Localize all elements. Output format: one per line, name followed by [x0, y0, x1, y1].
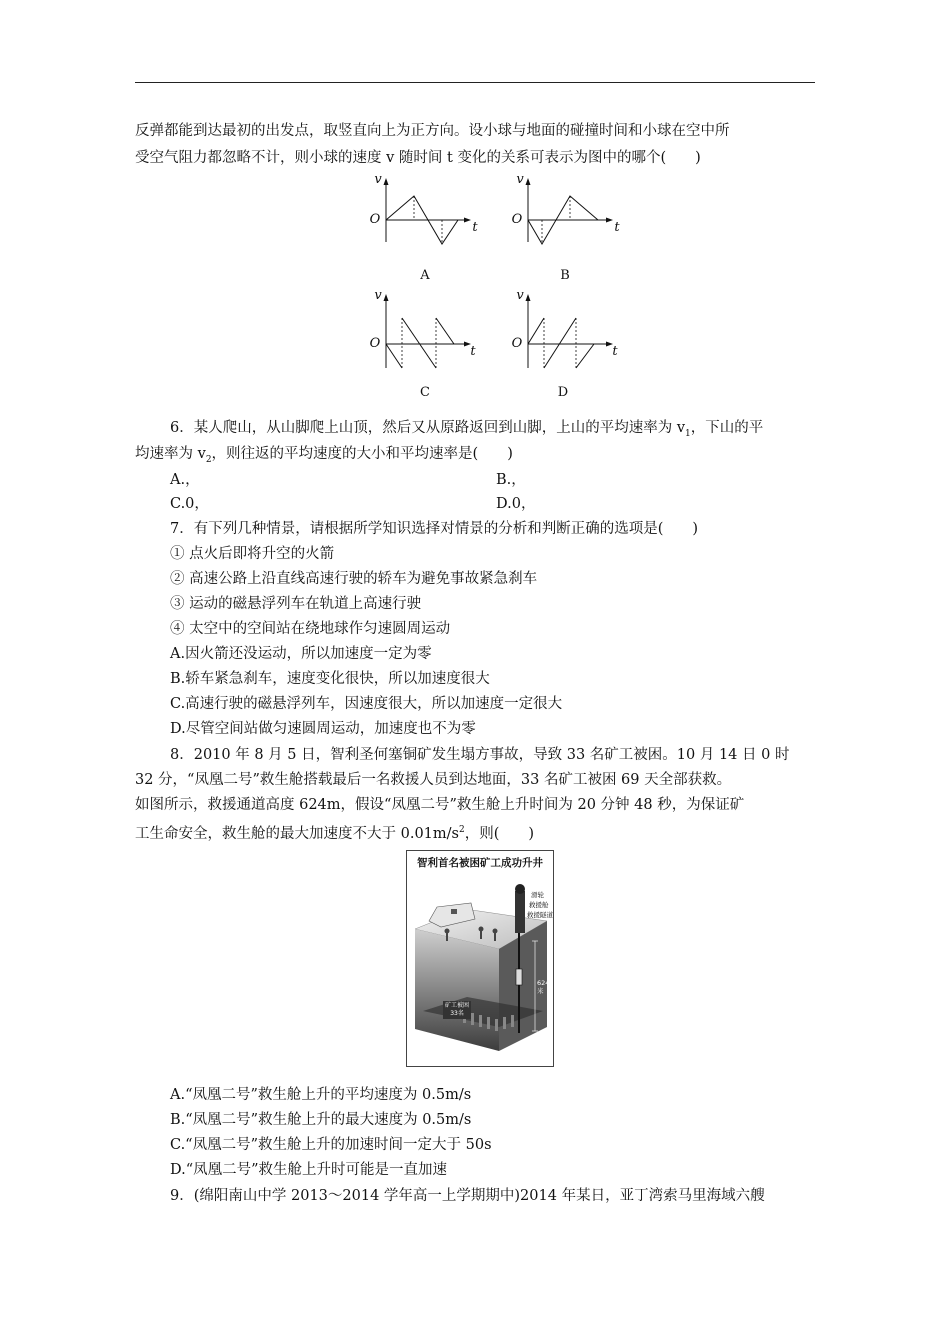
q6-option-d: D.0，: [496, 496, 536, 512]
q9-line-1: 9．(绵阳南山中学 2013～2014 学年高一上学期期中)2014 年某日，亚丁湾索马里海域六艘: [170, 1188, 765, 1204]
graph-d-label: D: [557, 385, 569, 400]
graph-b-origin: O: [511, 212, 523, 227]
q6-line-2-tail: ，则往返的平均速度的大小和平均速率是( ): [211, 446, 513, 462]
q8-option-b: B.“凤凰二号”救生舱上升的最大速度为 0.5m/s: [170, 1112, 472, 1128]
tag-miners-line-2: 33名: [450, 1010, 464, 1017]
tag-depth: 624米: [537, 979, 550, 995]
q6-v1-subscript: 1: [685, 428, 691, 439]
q8-line-4-text: 工生命安全，救生舱的最大加速度不大于 0.01m/s: [135, 825, 459, 842]
rescue-figure: [406, 850, 554, 1067]
graph-b-label: B: [560, 268, 570, 283]
q6-line-2: [135, 444, 825, 470]
q7-option-d: D.尽管空间站做匀速圆周运动，加速度也不为零: [170, 721, 476, 737]
q7-option-a: A.因火箭还没运动，所以加速度一定为零: [170, 646, 432, 662]
graph-c-t-label: t: [470, 344, 476, 359]
tag-tunnel: 救援隧道: [527, 911, 553, 919]
graph-d-v-label: v: [516, 288, 524, 303]
graph-d-origin: O: [511, 336, 523, 351]
q7-item-3: ③ 运动的磁悬浮列车在轨道上高速行驶: [170, 596, 422, 612]
graph-c-label: C: [420, 385, 430, 400]
q6-line-1: [170, 418, 860, 444]
tag-pulley: 滑轮: [531, 891, 544, 899]
q7-item-4: ④ 太空中的空间站在绕地球作匀速圆周运动: [170, 621, 451, 637]
graph-d-t-label: t: [612, 344, 618, 359]
q8-line-2: 32 分，“凤凰二号”救生舱搭载最后一名救援人员到达地面，33 名矿工被困 69 天全部获救。: [135, 772, 732, 788]
tag-capsule: 救援舱: [529, 901, 549, 909]
q8-option-a: A.“凤凰二号”救生舱上升的平均速度为 0.5m/s: [170, 1087, 472, 1103]
q7-stem: 7．有下列几种情景，请根据所学知识选择对情景的分析和判断正确的选项是( ): [170, 521, 699, 537]
q6-line-1-text: 6．某人爬山，从山脚爬上山顶，然后又从原路返回到山脚，上山的平均速率为 v: [170, 420, 686, 436]
q8-exponent: 2: [458, 825, 465, 835]
header-rule: [135, 82, 815, 83]
q6-option-c: C.0，: [170, 496, 209, 512]
graph-a-origin: O: [369, 212, 381, 227]
q6-line-1-tail: ，下山的平: [690, 420, 764, 436]
q8-option-c: C.“凤凰二号”救生舱上升的加速时间一定大于 50s: [170, 1137, 492, 1153]
q7-option-b: B.轿车紧急刹车，速度变化很快，所以加速度很大: [170, 671, 490, 687]
graph-d: [510, 288, 620, 400]
q8-line-4-tail: ，则( ): [464, 825, 535, 842]
q8-option-d: D.“凤凰二号”救生舱上升时可能是一直加速: [170, 1162, 448, 1178]
graph-b-v-label: v: [516, 172, 524, 187]
figure-title: 智利首名被困矿工成功升井: [417, 857, 543, 869]
q8-line-4: [135, 820, 825, 844]
graph-c-v-label: v: [374, 288, 382, 303]
tag-miners: [443, 1001, 471, 1019]
q6-option-b: B.，: [496, 472, 526, 488]
graph-c: [368, 288, 478, 400]
q6-line-2-text: 均速率为 v: [135, 446, 206, 462]
q8-line-1: 8．2010 年 8 月 5 日，智利圣何塞铜矿发生塌方事故，导致 33 名矿工被困。10 月 14 日 0 时: [170, 747, 790, 763]
graph-c-origin: O: [369, 336, 381, 351]
graph-a-v-label: v: [374, 172, 382, 187]
graph-a: [368, 172, 478, 283]
graph-b-t-label: t: [614, 220, 620, 235]
q7-item-1: ① 点火后即将升空的火箭: [170, 546, 335, 562]
q5-line-2: 受空气阻力都忽略不计，则小球的速度 v 随时间 t 变化的关系可表示为图中的哪个( ): [135, 150, 701, 166]
q6-option-a: A.，: [170, 472, 200, 488]
q7-option-c: C.高速行驶的磁悬浮列车，因速度很大，所以加速度一定很大: [170, 696, 563, 712]
q7-item-2: ② 高速公路上沿直线高速行驶的轿车为避免事故紧急刹车: [170, 571, 538, 587]
q8-line-3: 如图所示，救援通道高度 624m，假设“凤凰二号”救生舱上升时间为 20 分钟 48 秒，为保证矿: [135, 797, 745, 813]
graph-a-label: A: [420, 268, 430, 283]
q5-line-1: 反弹都能到达最初的出发点，取竖直向上为正方向。设小球与地面的碰撞时间和小球在空中所: [135, 123, 730, 139]
tag-miners-line-1: 矿工被困: [445, 1002, 470, 1009]
q6-v2-subscript: 2: [205, 454, 212, 465]
graph-b: [510, 172, 620, 283]
graph-a-t-label: t: [472, 220, 478, 235]
